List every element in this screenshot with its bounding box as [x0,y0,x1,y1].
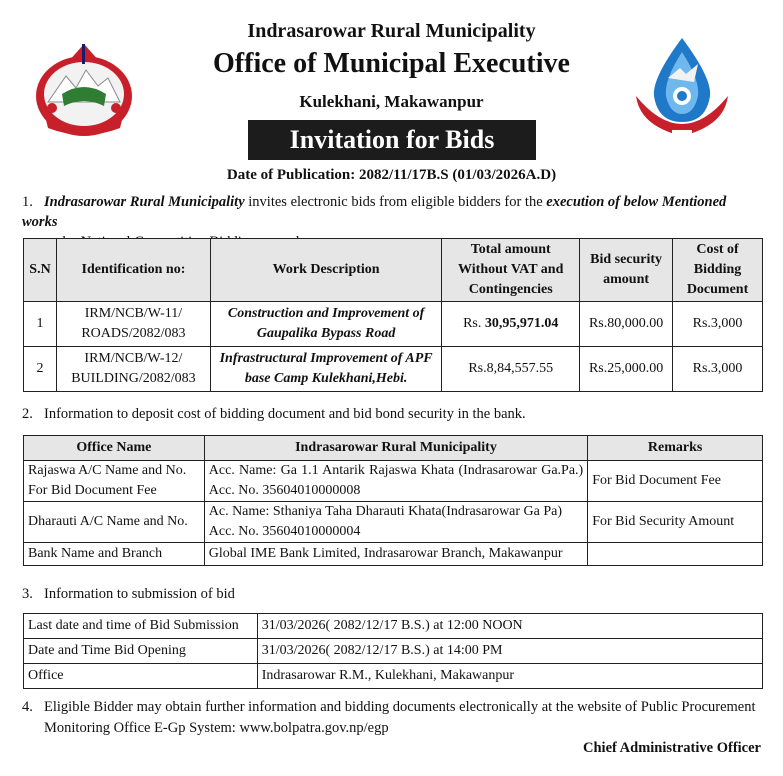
column-header-office-name: Office Name [24,436,205,461]
total-amount-value: 30,95,971.04 [484,316,559,331]
table-row [24,614,763,639]
column-header-identification: Identification no: [56,239,210,302]
column-header-bid-security: Bid security amount [580,239,673,302]
section-1-lead: Indrasarowar Rural Municipality [44,194,245,210]
section-4-text-b: Monitoring Office E-Gp System: www.bolpatra.gov.np/egp [44,720,389,736]
section-3-heading [22,586,235,603]
cell-office-name: Bank Name and Branch [24,543,205,566]
cell-cost-document: Rs.3,000 [673,347,763,392]
cell-submission-label: Date and Time Bid Opening [24,639,258,664]
municipality-name: Indrasarowar Rural Municipality [247,20,536,42]
table-row [24,502,763,543]
notice-header [0,0,783,190]
bank-table [23,435,763,566]
cell-office-name: Dharauti A/C Name and No. [24,502,205,543]
cell-submission-label: Last date and time of Bid Submission [24,614,258,639]
cell-work-description: Infrastructural Improvement of APF base Camp Kulekhani,Hebi. [210,347,441,392]
cell-submission-value: 31/03/2026( 2082/12/17 B.S.) at 12:00 NOON [257,614,762,639]
section-1-emphasis: execution of below Mentioned works [22,194,727,230]
table-row [24,664,763,689]
cell-submission-value: 31/03/2026( 2082/12/17 B.S.) at 14:00 PM [257,639,762,664]
cell-sn: 1 [24,302,57,347]
table-row [24,639,763,664]
column-header-total-amount: Total amount Without VAT and Contingencies [442,239,580,302]
cell-total-amount: Rs.8,84,557.55 [442,347,580,392]
cell-office-name: Rajaswa A/C Name and No. For Bid Document Fee [24,461,205,502]
table-row [24,543,763,566]
table-row [24,347,763,392]
section-3-number: 3. [22,586,33,602]
section-2-text: Information to deposit cost of bidding document and bid bond security in the bank. [44,406,526,422]
office-location: Kulekhani, Makawanpur [299,92,484,111]
cell-cost-document: Rs.3,000 [673,302,763,347]
cell-remarks: For Bid Security Amount [588,502,763,543]
column-header-sn: S.N [24,239,57,302]
cell-sn: 2 [24,347,57,392]
cell-submission-label: Office [24,664,258,689]
section-1-text-a: invites electronic bids from eligible bidders for the [244,194,547,210]
total-amount-prefix: Rs. [463,316,485,331]
section-3-text: Information to submission of bid [44,586,235,602]
cell-account-detail: Ac. Name: Sthaniya Taha Dharauti Khata(Indrasarowar Ga Pa) Acc. No. 35604010000004 [204,502,587,543]
column-header-municipality: Indrasarowar Rural Municipality [204,436,587,461]
bids-table-header-row [24,239,763,302]
cell-total-amount [442,302,580,347]
cell-bid-security: Rs.25,000.00 [580,347,673,392]
cell-identification: IRM/NCB/W-12/ BUILDING/2082/083 [56,347,210,392]
cell-remarks: For Bid Document Fee [588,461,763,502]
table-row [24,461,763,502]
column-header-cost-document: Cost of Bidding Document [673,239,763,302]
bids-table [23,238,763,392]
cell-remarks [588,543,763,566]
cell-identification: IRM/NCB/W-11/ ROADS/2082/083 [56,302,210,347]
municipality-logo-icon [628,34,736,144]
cell-account-detail: Global IME Bank Limited, Indrasarowar Branch, Makawanpur [204,543,587,566]
column-header-remarks: Remarks [588,436,763,461]
submission-table [23,613,763,689]
section-2-number: 2. [22,406,33,422]
table-row [24,302,763,347]
signoff: Chief Administrative Officer [583,740,761,756]
column-header-work-description: Work Description [210,239,441,302]
cell-bid-security: Rs.80,000.00 [580,302,673,347]
notice-title: Invitation for Bids [248,120,536,160]
section-1-number: 1. [22,194,33,210]
cell-work-description: Construction and Improvement of Gaupalika Bypass Road [210,302,441,347]
cell-account-detail: Acc. Name: Ga 1.1 Antarik Rajaswa Khata (Indrasarowar Ga.Pa.) Acc. No. 35604010000008 [204,461,587,502]
cell-submission-value: Indrasarowar R.M., Kulekhani, Makawanpur [257,664,762,689]
bank-table-header-row [24,436,763,461]
section-2-heading [22,406,526,423]
section-4-number: 4. [22,699,33,715]
office-name: Office of Municipal Executive [213,48,570,79]
section-4-text-a: Eligible Bidder may obtain further information and bidding documents electronically at the website of Public Procurement [44,699,756,715]
section-4-paragraph [22,697,766,739]
publication-date: Date of Publication: 2082/11/17B.S (01/03/2026A.D) [226,167,557,183]
